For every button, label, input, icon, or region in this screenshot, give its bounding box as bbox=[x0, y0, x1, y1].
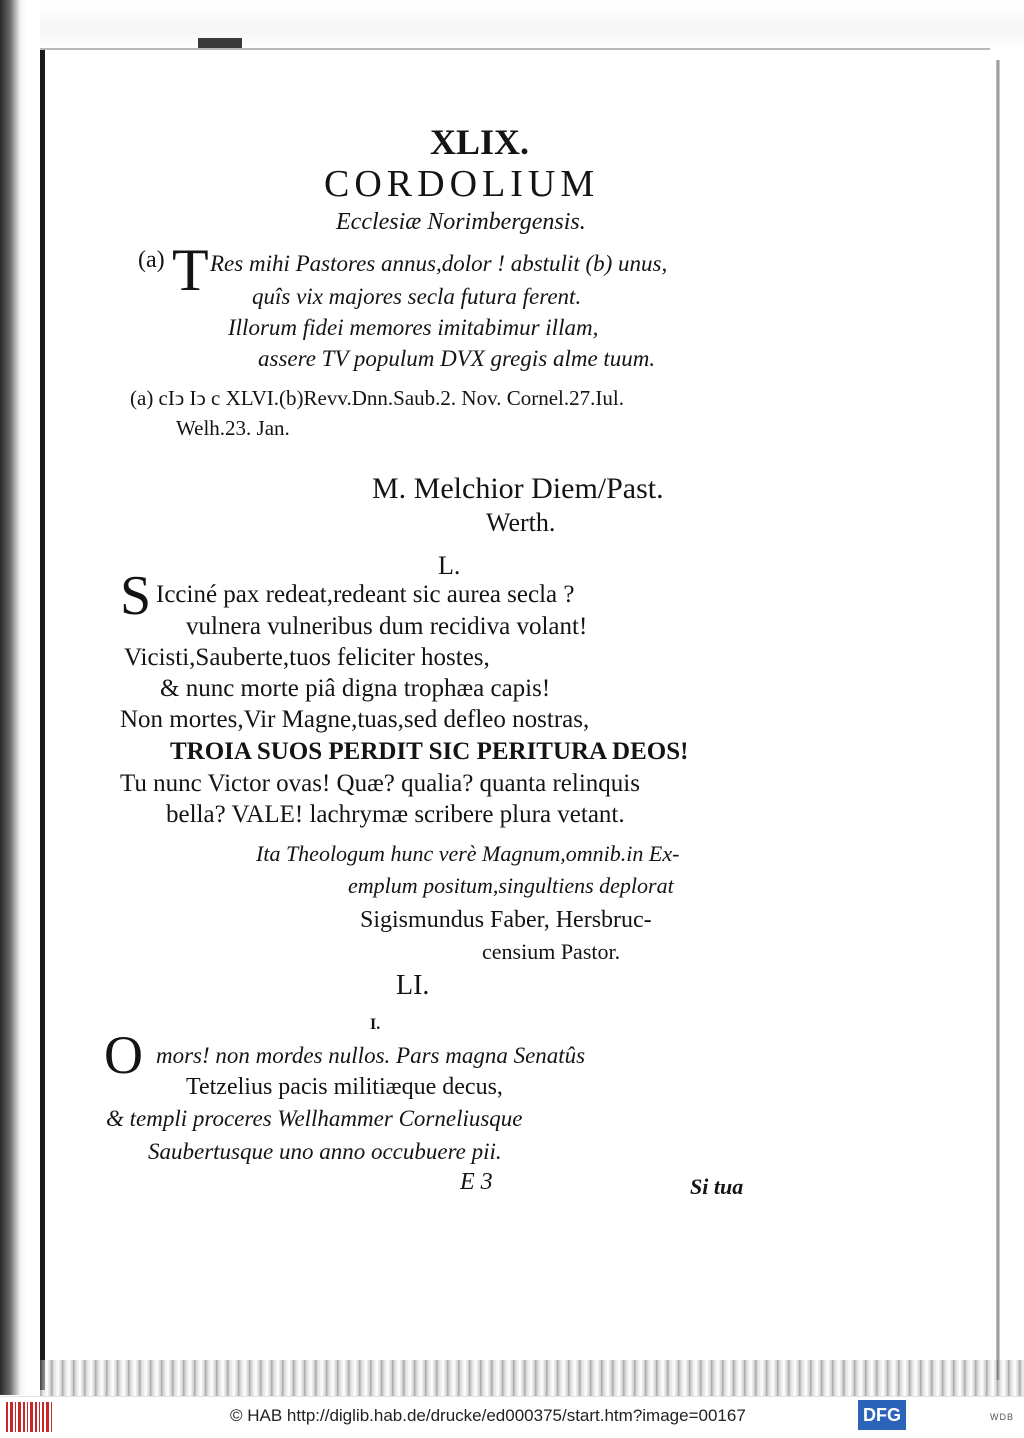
verse-line: TROIA SUOS PERDIT SIC PERITURA DEOS! bbox=[170, 738, 689, 765]
verse-line: vulnera vulneribus dum recidiva volant! bbox=[186, 613, 588, 640]
verse-line: Non mortes,Vir Magne,tuas,sed defleo nostras, bbox=[120, 706, 590, 733]
scan-bottom-edge bbox=[40, 1360, 1024, 1396]
drop-cap-initial: T bbox=[172, 237, 209, 303]
footnote-line: (a) cIↄ Iↄ c XLVI.(b)Revv.Dnn.Saub.2. Nov. Cornel.27.Iul. bbox=[130, 386, 624, 410]
drop-cap-initial: O bbox=[104, 1025, 143, 1085]
wdb-mark: WDB bbox=[990, 1412, 1014, 1422]
footnote-line: Welh.23. Jan. bbox=[176, 416, 290, 440]
poem-number: L. bbox=[438, 551, 461, 580]
poem-number: LI. bbox=[396, 970, 430, 1001]
page-binding-line bbox=[40, 50, 45, 1390]
verse-line: Tetzelius pacis militiæque decus, bbox=[186, 1074, 503, 1100]
verse-line: bella? VALE! lachrymæ scribere plura vetant. bbox=[166, 801, 625, 828]
signature-line: emplum positum,singultiens deplorat bbox=[348, 873, 674, 898]
verse-line: & templi proceres Wellhammer Corneliusque bbox=[106, 1106, 523, 1131]
verse-line: Tu nunc Victor ovas! Quæ? qualia? quanta relinquis bbox=[120, 770, 640, 797]
poem-title: CORDOLIUM bbox=[324, 163, 600, 205]
author-place: Werth. bbox=[486, 508, 556, 537]
verse-line: assere TV populum DVX gregis alme tuum. bbox=[258, 346, 656, 371]
poem-number: XLIX. bbox=[430, 122, 530, 162]
signature-line: Sigismundus Faber, Hersbruc- bbox=[360, 907, 652, 933]
poem-subtitle: Ecclesiæ Norimbergensis. bbox=[336, 209, 586, 235]
verse-line: & nunc morte piâ digna trophæa capis! bbox=[160, 675, 551, 702]
page-right-edge bbox=[996, 60, 1000, 1380]
verse-line: Illorum fidei memores imitabimur illam, bbox=[228, 315, 599, 340]
verse-line: Icciné pax redeat,redeant sic aurea secla ? bbox=[156, 581, 575, 608]
signature-line: censium Pastor. bbox=[482, 939, 621, 964]
page-signature: E 3 bbox=[460, 1169, 493, 1195]
source-link[interactable]: © HAB http://diglib.hab.de/drucke/ed000375/start.htm?image=00167 bbox=[230, 1406, 746, 1425]
footnote-marker: (a) bbox=[138, 247, 165, 273]
verse-line: Vicisti,Sauberte,tuos feliciter hostes, bbox=[124, 644, 490, 671]
scan-left-edge bbox=[0, 0, 40, 1395]
catchword: Si tua bbox=[690, 1174, 744, 1199]
scan-corner-mark bbox=[198, 38, 242, 48]
author-name: M. Melchior Diem/Past. bbox=[372, 472, 664, 505]
hab-logo-icon bbox=[6, 1402, 52, 1432]
verse-line: quîs vix majores secla futura ferent. bbox=[252, 284, 582, 309]
page-top-edge bbox=[40, 48, 990, 50]
verse-line: mors! non mordes nullos. Pars magna Senatûs bbox=[156, 1043, 586, 1068]
scan-top-edge bbox=[0, 0, 1024, 50]
drop-cap-initial: S bbox=[120, 565, 152, 627]
verse-line: Res mihi Pastores annus,dolor ! abstulit (b) unus, bbox=[210, 251, 668, 276]
poem-sub-number: I. bbox=[370, 1016, 381, 1033]
signature-line: Ita Theologum hunc verè Magnum,omnib.in Ex- bbox=[256, 841, 680, 866]
verse-line: Saubertusque uno anno occubuere pii. bbox=[148, 1139, 502, 1164]
dfg-logo[interactable]: DFG bbox=[858, 1400, 906, 1430]
